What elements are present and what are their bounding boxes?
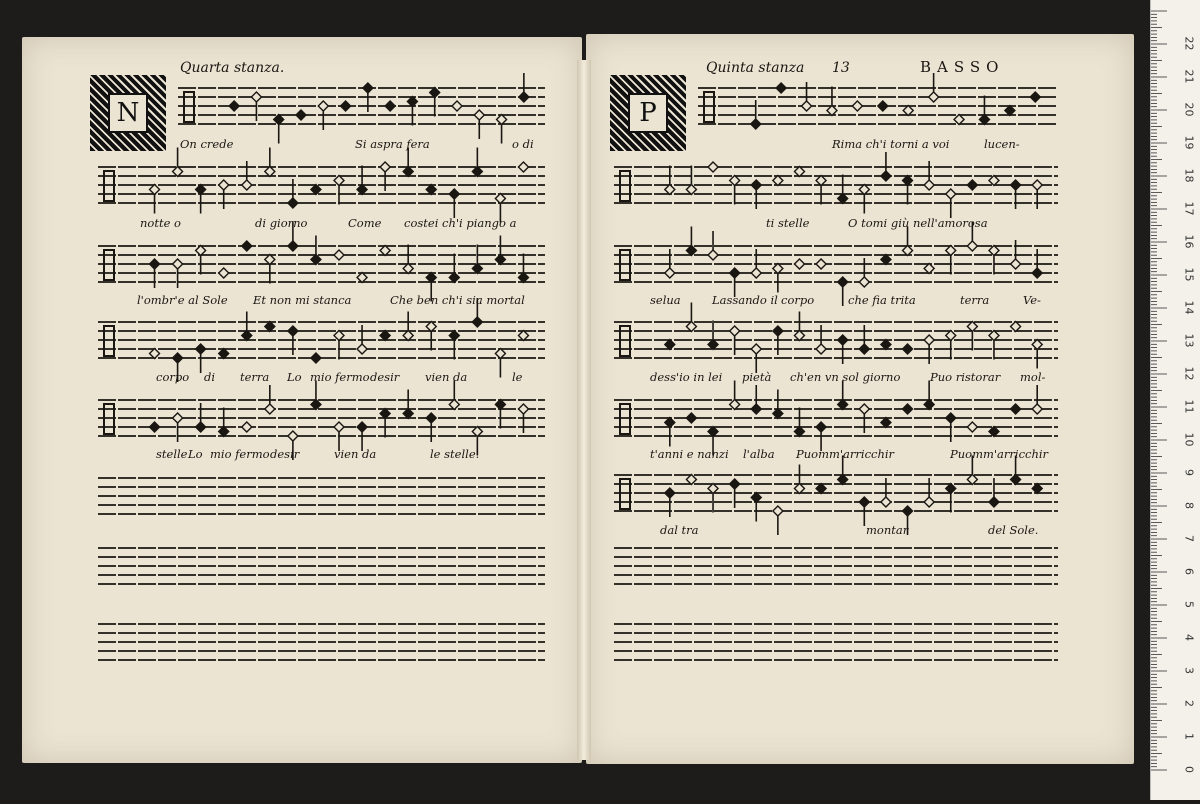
note-head (265, 255, 275, 265)
ruler-number: 22 (1182, 36, 1196, 51)
note-head (838, 194, 848, 204)
right-initial-letter: P (628, 93, 668, 133)
note-head (311, 400, 321, 410)
note-head (773, 264, 783, 274)
note-head (794, 167, 804, 177)
note-head (474, 110, 484, 120)
ruler-number: 11 (1182, 399, 1196, 414)
ruler-number: 3 (1182, 667, 1196, 674)
note-head (265, 322, 275, 332)
lyric-fragment: mio fermo (210, 447, 270, 461)
note-head (1011, 404, 1021, 414)
ruler-number: 21 (1182, 69, 1196, 84)
note-head (816, 484, 826, 494)
note-head (816, 259, 826, 269)
note-head (311, 255, 321, 265)
lyric-fragment: terra (240, 370, 270, 384)
note-head (472, 317, 482, 327)
note-head (173, 167, 183, 177)
note-head (219, 349, 229, 359)
ruler-number: 18 (1182, 168, 1196, 183)
note-head (518, 331, 528, 341)
note-head (219, 180, 229, 190)
ruler-number: 19 (1182, 135, 1196, 150)
note-head (426, 413, 436, 423)
lyric-fragment: vien da (334, 447, 377, 461)
note-head (881, 340, 891, 350)
note-head (229, 101, 239, 111)
note-head (403, 331, 413, 341)
note-head (426, 273, 436, 283)
note-head (430, 88, 440, 98)
note-head (1032, 268, 1042, 278)
lyric-fragment: o di (512, 137, 534, 151)
note-head (859, 344, 869, 354)
note-head (403, 409, 413, 419)
note-head (495, 194, 505, 204)
note-head (385, 101, 395, 111)
note-head (967, 180, 977, 190)
note-head (730, 176, 740, 186)
lyric-fragment: mio fermo (310, 370, 370, 384)
note-head (380, 162, 390, 172)
note-head (751, 344, 761, 354)
lyric-fragment: che fia trita (848, 293, 916, 307)
lyric-fragment: mol- (1020, 370, 1046, 384)
note-head (357, 422, 367, 432)
lyric-fragment: vien da (425, 370, 468, 384)
note-head (686, 475, 696, 485)
note-head (1005, 106, 1015, 116)
note-head (989, 176, 999, 186)
ruler-number: 10 (1182, 432, 1196, 447)
lyric-fragment: ch'en vn sol giorno (790, 370, 901, 384)
note-head (924, 264, 934, 274)
lyric-fragment: selua (650, 293, 681, 307)
note-head (242, 241, 252, 251)
note-head (341, 101, 351, 111)
note-head (472, 427, 482, 437)
left-initial-letter: N (108, 93, 148, 133)
note-head (946, 331, 956, 341)
note-head (989, 331, 999, 341)
note-head (903, 246, 913, 256)
lyric-fragment: Ve- (1023, 293, 1041, 307)
note-head (903, 506, 913, 516)
note-head (773, 506, 783, 516)
note-head (242, 180, 252, 190)
lyric-fragment: corpo (156, 370, 190, 384)
note-head (730, 400, 740, 410)
lyric-fragment: costei ch'i piango a (404, 216, 517, 230)
note-head (979, 115, 989, 125)
lyric-fragment: desir (270, 447, 300, 461)
note-head (334, 422, 344, 432)
note-head (173, 413, 183, 423)
note-head (1032, 404, 1042, 414)
lyric-fragment: montar (866, 523, 909, 537)
note-head (150, 185, 160, 195)
lyric-fragment: dal tra (660, 523, 699, 537)
note-head (827, 106, 837, 116)
note-head (251, 92, 261, 102)
note-head (989, 246, 999, 256)
note-head (242, 422, 252, 432)
note-head (838, 475, 848, 485)
note-head (859, 277, 869, 287)
note-head (751, 180, 761, 190)
note-head (838, 400, 848, 410)
lyric-fragment: stelle (156, 447, 188, 461)
note-head (150, 422, 160, 432)
note-head (449, 189, 459, 199)
note-head (497, 115, 507, 125)
note-head (903, 176, 913, 186)
note-head (334, 250, 344, 260)
note-head (665, 418, 675, 428)
note-head (686, 185, 696, 195)
note-head (449, 273, 459, 283)
note-head (946, 189, 956, 199)
lyric-fragment: lucen- (984, 137, 1020, 151)
note-head (816, 344, 826, 354)
ruler-number: 12 (1182, 366, 1196, 381)
lyric-fragment: dess'io in lei (650, 370, 723, 384)
note-head (426, 322, 436, 332)
lyric-fragment: O tomi giù nell'amorosa (848, 216, 988, 230)
lyric-fragment: Lo (287, 370, 302, 384)
note-head (989, 427, 999, 437)
note-head (1011, 259, 1021, 269)
note-head (363, 83, 373, 93)
ruler-number: 7 (1182, 535, 1196, 542)
note-head (802, 101, 812, 111)
note-head (403, 264, 413, 274)
note-head (196, 344, 206, 354)
right-page-header: Quinta stanza (706, 60, 805, 76)
note-head (380, 409, 390, 419)
note-head (773, 409, 783, 419)
note-head (903, 106, 913, 116)
note-head (1032, 180, 1042, 190)
ruler-number: 0 (1182, 766, 1196, 773)
note-head (472, 264, 482, 274)
note-head (311, 185, 321, 195)
note-head (967, 422, 977, 432)
ruler-number: 20 (1182, 102, 1196, 117)
lyric-fragment: terra (960, 293, 990, 307)
lyric-fragment: Lo (188, 447, 203, 461)
ruler-number: 15 (1182, 267, 1196, 282)
note-head (318, 101, 328, 111)
note-head (924, 497, 934, 507)
note-head (881, 171, 891, 181)
note-head (708, 162, 718, 172)
lyric-fragment: Puo ristorar (930, 370, 1001, 384)
note-head (519, 92, 529, 102)
note-head (852, 101, 862, 111)
note-head (967, 322, 977, 332)
note-head (708, 427, 718, 437)
note-head (150, 259, 160, 269)
note-head (357, 344, 367, 354)
note-head (1032, 484, 1042, 494)
note-head (242, 331, 252, 341)
lyric-fragment: di (204, 370, 216, 384)
note-head (881, 418, 891, 428)
note-head (859, 404, 869, 414)
note-head (881, 497, 891, 507)
note-head (357, 273, 367, 283)
lyric-fragment: l'ombr'e al Sole (137, 293, 228, 307)
lyric-fragment: desir (370, 370, 400, 384)
note-head (334, 176, 344, 186)
note-head (472, 167, 482, 177)
lyric-fragment: Lassando il (712, 293, 778, 307)
note-head (903, 404, 913, 414)
lyric-fragment: Rima ch'i torni a voi (832, 137, 950, 151)
lyric-fragment: le stelle. (430, 447, 480, 461)
note-head (173, 259, 183, 269)
note-head (708, 250, 718, 260)
lyric-fragment: pietà (742, 370, 772, 384)
note-head (296, 110, 306, 120)
note-head (288, 431, 298, 441)
note-head (773, 176, 783, 186)
note-head (751, 404, 761, 414)
note-head (1011, 475, 1021, 485)
lyric-fragment: t'anni e nanzi (650, 447, 729, 461)
ruler-number: 4 (1182, 634, 1196, 641)
voice-part-label: BASSO (920, 58, 1005, 76)
note-head (708, 340, 718, 350)
note-head (773, 326, 783, 336)
note-head (1032, 340, 1042, 350)
note-head (859, 185, 869, 195)
note-head (1011, 180, 1021, 190)
note-head (794, 259, 804, 269)
note-head (334, 331, 344, 341)
note-head (859, 497, 869, 507)
note-head (816, 422, 826, 432)
lyric-fragment: corpo (781, 293, 815, 307)
note-head (265, 404, 275, 414)
note-head (311, 353, 321, 363)
note-head (380, 246, 390, 256)
note-head (903, 344, 913, 354)
note-head (219, 427, 229, 437)
note-head (878, 101, 888, 111)
ruler-number: 8 (1182, 502, 1196, 509)
note-head (196, 185, 206, 195)
note-head (794, 331, 804, 341)
note-head (196, 246, 206, 256)
note-head (495, 400, 505, 410)
note-head (219, 268, 229, 278)
note-head (426, 185, 436, 195)
note-head (946, 413, 956, 423)
lyric-fragment: On crede (180, 137, 234, 151)
note-head (518, 162, 528, 172)
left-page-header: Quarta stanza. (180, 60, 285, 76)
ruler-number: 16 (1182, 234, 1196, 249)
note-head (288, 198, 298, 208)
ruler-number: 2 (1182, 700, 1196, 707)
note-head (380, 331, 390, 341)
ruler-number: 9 (1182, 469, 1196, 476)
lyric-fragment: Puomm'arricchir (950, 447, 1049, 461)
ruler-number: 6 (1182, 568, 1196, 575)
note-head (495, 255, 505, 265)
note-head (989, 497, 999, 507)
note-head (265, 167, 275, 177)
note-head (518, 404, 528, 414)
note-head (924, 400, 934, 410)
note-head (288, 326, 298, 336)
note-head (665, 268, 675, 278)
note-head (1011, 322, 1021, 332)
ruler-number: 1 (1182, 733, 1196, 740)
measurement-ruler (1150, 0, 1200, 800)
note-head (452, 101, 462, 111)
note-head (665, 185, 675, 195)
note-head (150, 349, 160, 359)
note-head (708, 484, 718, 494)
note-head (518, 273, 528, 283)
note-head (776, 83, 786, 93)
note-head (1030, 92, 1040, 102)
lyric-fragment: Et non mi stanca (253, 293, 352, 307)
note-head (929, 92, 939, 102)
lyric-fragment: notte o (140, 216, 181, 230)
note-head (838, 335, 848, 345)
note-head (196, 422, 206, 432)
note-head (274, 115, 284, 125)
note-head (686, 246, 696, 256)
note-head (686, 322, 696, 332)
note-head (794, 484, 804, 494)
note-head (751, 119, 761, 129)
ruler-number: 5 (1182, 601, 1196, 608)
note-head (730, 268, 740, 278)
note-head (924, 180, 934, 190)
note-head (838, 277, 848, 287)
ruler-number: 14 (1182, 300, 1196, 315)
note-head (173, 353, 183, 363)
note-head (954, 115, 964, 125)
lyric-fragment: Si aspra fera (355, 137, 430, 151)
note-head (495, 349, 505, 359)
note-head (946, 484, 956, 494)
note-head (357, 185, 367, 195)
note-head (449, 331, 459, 341)
ruler-number: 17 (1182, 201, 1196, 216)
note-head (665, 488, 675, 498)
note-head (816, 176, 826, 186)
right-page-number: 13 (832, 60, 850, 76)
lyric-fragment: Puomm'arricchir (796, 447, 895, 461)
lyric-fragment: del Sole. (988, 523, 1039, 537)
note-head (794, 427, 804, 437)
note-head (449, 400, 459, 410)
note-head (403, 167, 413, 177)
note-head (946, 246, 956, 256)
lyric-fragment: Che ben ch'i sia mortal (390, 293, 525, 307)
note-head (881, 255, 891, 265)
note-head (967, 241, 977, 251)
note-head (967, 475, 977, 485)
note-head (730, 479, 740, 489)
ruler-number: 13 (1182, 333, 1196, 348)
note-head (924, 335, 934, 345)
lyric-fragment: ti stelle (766, 216, 810, 230)
lyric-fragment: di giorno (255, 216, 308, 230)
lyric-fragment: Come (348, 216, 382, 230)
note-head (751, 268, 761, 278)
note-head (730, 326, 740, 336)
note-head (407, 97, 417, 107)
lyric-fragment: le (512, 370, 523, 384)
note-head (665, 340, 675, 350)
lyric-fragment: l'alba (743, 447, 775, 461)
note-head (288, 241, 298, 251)
note-head (751, 493, 761, 503)
note-head (686, 413, 696, 423)
